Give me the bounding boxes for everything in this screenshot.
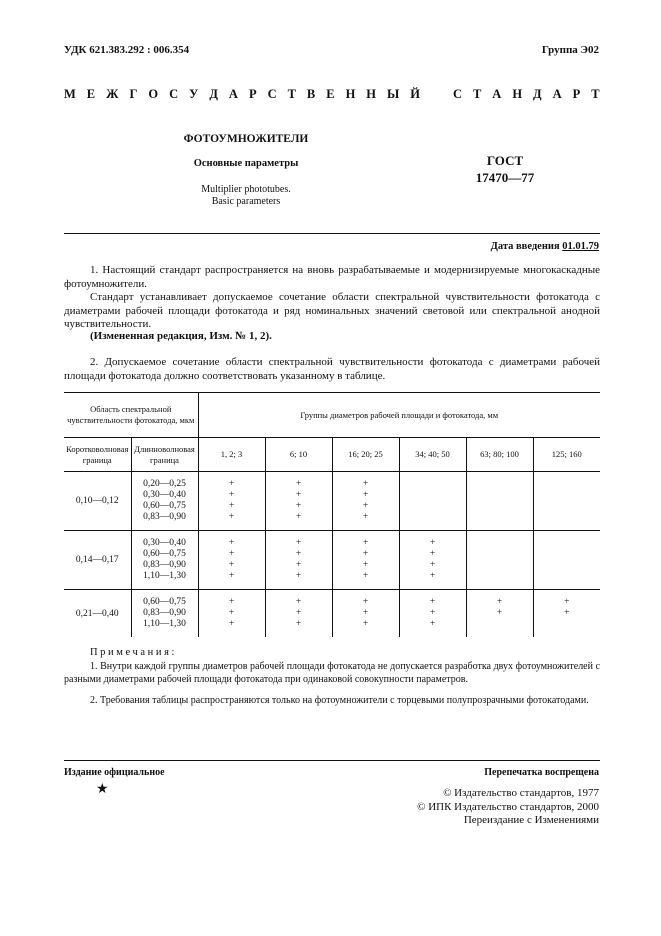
reissue-note: Переиздание с Изменениями: [463, 814, 599, 826]
banner-letter: Е: [326, 87, 335, 101]
group-mark-cell: [533, 590, 600, 638]
group-mark-cell: [399, 590, 466, 638]
long-boundary-value: 0,83—0,90: [143, 560, 186, 570]
compatibility-mark: +: [362, 538, 369, 548]
udk-code: УДК 621.383.292 : 006.354: [64, 44, 190, 56]
bottom-rule: [64, 760, 600, 761]
doc-subtitle: Основные параметры: [193, 158, 299, 169]
compatibility-mark: +: [362, 479, 369, 489]
compatibility-mark: +: [429, 608, 436, 618]
note-2: [64, 695, 600, 708]
group-mark-cell: [198, 531, 265, 590]
group-mark-cell: [466, 531, 533, 590]
header-long-boundary: Длинноволновая граница: [131, 438, 198, 472]
compatibility-mark: [534, 501, 601, 512]
compatibility-mark: +: [295, 538, 302, 548]
note-1-text: 1. Внутри каждой группы диаметров рабочей площади фотокатода не допускается разработка двух фотоумножителей с разными диаметрами рабочей площади фотокатода при одинаковой совокупности параметров.: [64, 661, 600, 685]
compatibility-mark: +: [362, 597, 369, 607]
short-boundary-cell: 0,14—0,17: [64, 531, 131, 590]
compatibility-mark: [467, 538, 533, 549]
intro-date-label: Дата введения: [490, 241, 560, 252]
compatibility-mark: +: [362, 512, 369, 522]
copyright-block: [417, 787, 599, 828]
banner-letter: Й: [410, 87, 420, 101]
english-line-1: Multiplier phototubes.: [201, 184, 291, 195]
long-boundary-value: 0,60—0,75: [143, 549, 186, 559]
compatibility-mark: [534, 512, 601, 523]
group-mark-cell: [332, 531, 399, 590]
long-boundary-value: 0,60—0,75: [143, 597, 186, 607]
compatibility-mark: +: [362, 571, 369, 581]
amendment-note: (Измененная редакция, Изм. № 1, 2).: [90, 330, 272, 342]
compatibility-mark: [400, 490, 466, 501]
banner-letter: С: [267, 87, 277, 101]
group-mark-cell: [533, 472, 600, 531]
compatibility-mark: +: [228, 512, 235, 522]
group-code: Группа Э02: [541, 44, 599, 56]
banner-letter: Г: [129, 87, 138, 101]
standard-banner: [64, 87, 600, 102]
doc-title: ФОТОУМНОЖИТЕЛИ: [183, 133, 309, 145]
compatibility-mark: +: [362, 608, 369, 618]
compatibility-mark: [467, 479, 533, 490]
compatibility-mark: +: [564, 597, 570, 607]
group-mark-cell: [198, 472, 265, 531]
header-group-3: 16; 20; 25: [332, 438, 399, 472]
banner-letter: В: [306, 87, 316, 101]
header-short-boundary: Коротковолновая граница: [64, 438, 131, 472]
notes-title: Примечания:: [90, 647, 178, 658]
compatibility-mark: +: [228, 501, 235, 511]
compatibility-mark: +: [496, 597, 503, 607]
group-mark-cell: [332, 590, 399, 638]
header-group-6: 125; 160: [533, 438, 600, 472]
compatibility-mark: +: [228, 608, 235, 618]
long-boundary-value: 0,20—0,25: [143, 479, 186, 489]
long-boundary-cell: [131, 531, 198, 590]
compatibility-mark: +: [228, 538, 235, 548]
group-mark-cell: [332, 472, 399, 531]
compatibility-mark: [534, 619, 601, 630]
short-boundary-cell: 0,10—0,12: [64, 472, 131, 531]
reprint-forbidden: Перепечатка воспрещена: [484, 767, 599, 778]
compatibility-mark: [467, 549, 533, 560]
banner-letter: А: [228, 87, 238, 101]
compatibility-mark: +: [362, 501, 369, 511]
compatibility-mark: +: [228, 571, 235, 581]
table-row: [64, 590, 600, 638]
compatibility-mark: +: [429, 597, 436, 607]
table-row: [64, 531, 600, 590]
banner-letter: О: [148, 87, 159, 101]
banner-letter: А: [492, 87, 502, 101]
compatibility-mark: +: [295, 608, 302, 618]
compatibility-mark: +: [228, 560, 235, 570]
compatibility-mark: +: [228, 549, 235, 559]
copyright-2000: © ИПК Издательство стандартов, 2000: [417, 800, 599, 813]
compatibility-mark: [534, 538, 601, 549]
compatibility-mark: +: [362, 490, 369, 500]
short-boundary-cell: 0,21—0,40: [64, 590, 131, 638]
banner-letter: Т: [591, 87, 600, 101]
group-mark-cell: [265, 531, 332, 590]
doc-title-english: [158, 184, 334, 208]
banner-letter: Ж: [106, 87, 119, 101]
compatibility-mark: [400, 512, 466, 523]
long-boundary-cell: [131, 472, 198, 531]
paragraph-2-text: Стандарт устанавливает допускаемое сочетание области спектральной чувствительности фотокатода с диаметрами рабочей площади фотокатода и ряд номинальных значений световой или спектральной анодной чувствительности.: [64, 291, 600, 330]
top-rule: [64, 233, 600, 234]
compatibility-mark: +: [228, 619, 235, 629]
banner-letter: М: [64, 87, 76, 101]
compatibility-mark: +: [295, 501, 302, 511]
banner-letter: С: [169, 87, 179, 101]
compatibility-mark: [400, 501, 466, 512]
compatibility-mark: [534, 490, 601, 501]
compatibility-mark: [534, 549, 601, 560]
group-mark-cell: [466, 590, 533, 638]
compatibility-mark: [467, 501, 533, 512]
paragraph-1: [64, 264, 600, 291]
long-boundary-value: 0,30—0,40: [143, 490, 186, 500]
header-diameter-groups: Группы диаметров рабочей площади и фотокатода, мм: [198, 392, 600, 438]
gost-code: 17470—77: [475, 170, 535, 185]
compatibility-mark: [467, 512, 533, 523]
compatibility-mark: +: [295, 549, 302, 559]
banner-letter: С: [452, 87, 462, 101]
long-boundary-value: 1,10—1,30: [143, 571, 186, 581]
header-group-2: 6; 10: [265, 438, 332, 472]
banner-letter: У: [189, 87, 199, 101]
gost-number: [455, 152, 555, 186]
banner-letter: Е: [86, 87, 96, 101]
compatibility-mark: +: [228, 490, 235, 500]
compatibility-mark: [534, 571, 601, 582]
banner-letter: Н: [345, 87, 356, 101]
compatibility-mark: +: [295, 560, 302, 570]
note-2-text: 2. Требования таблицы распространяются только на фотоумножители с торцевыми полупрозрачными фотокатодами.: [90, 695, 589, 706]
compatibility-mark: [467, 560, 533, 571]
compatibility-mark: +: [295, 512, 302, 522]
banner-letter: Д: [533, 87, 542, 101]
compatibility-mark: [467, 619, 533, 630]
compatibility-mark: +: [429, 619, 436, 629]
note-1: [64, 661, 600, 686]
gost-label: ГОСТ: [486, 153, 524, 168]
table-row: [64, 472, 600, 531]
compatibility-mark: +: [295, 490, 302, 500]
compatibility-mark: +: [295, 619, 302, 629]
compatibility-mark: +: [429, 549, 436, 559]
group-mark-cell: [466, 472, 533, 531]
paragraph-4-text: 2. Допускаемое сочетание области спектральной чувствительности фотокатода с диаметрами рабочей площади фотокатода должно соответствовать указанному в таблице.: [64, 356, 600, 382]
banner-letter: Ы: [387, 87, 400, 101]
long-boundary-value: 0,83—0,90: [143, 512, 186, 522]
parameters-table: [64, 392, 600, 637]
group-mark-cell: [533, 531, 600, 590]
compatibility-mark: +: [564, 608, 570, 618]
group-mark-cell: [198, 590, 265, 638]
banner-letter: Р: [248, 87, 257, 101]
header-spectral-region: Область спектральной чувствительности фотокатода, мкм: [64, 392, 198, 438]
compatibility-mark: +: [295, 479, 302, 489]
paragraph-3: [64, 330, 600, 344]
group-mark-cell: [265, 590, 332, 638]
compatibility-mark: +: [429, 571, 436, 581]
long-boundary-value: 1,10—1,30: [143, 619, 186, 629]
paragraph-4: [64, 356, 600, 383]
group-mark-cell: [399, 472, 466, 531]
compatibility-mark: +: [228, 597, 235, 607]
official-edition: Издание официальное: [64, 767, 165, 778]
paragraph-2: [64, 291, 600, 332]
long-boundary-value: 0,83—0,90: [143, 608, 186, 618]
group-mark-cell: [399, 531, 466, 590]
header-group-1: 1, 2; 3: [198, 438, 265, 472]
compatibility-mark: [467, 571, 533, 582]
compatibility-mark: +: [496, 608, 503, 618]
compatibility-mark: +: [362, 619, 369, 629]
intro-date: [491, 241, 599, 252]
compatibility-mark: +: [295, 571, 302, 581]
banner-letter: Т: [472, 87, 482, 101]
group-mark-cell: [265, 472, 332, 531]
compatibility-mark: [467, 490, 533, 501]
header-group-4: 34; 40; 50: [399, 438, 466, 472]
paragraph-1-text: 1. Настоящий стандарт распространяется на вновь разрабатываемые и модернизируемые многокаскадные фотоумножители.: [64, 264, 600, 290]
compatibility-mark: [534, 479, 601, 490]
copyright-1977: © Издательство стандартов, 1977: [443, 787, 599, 799]
intro-date-value: 01.01.79: [562, 241, 599, 252]
compatibility-mark: +: [362, 549, 369, 559]
compatibility-mark: [400, 479, 466, 490]
star-icon: ★: [96, 782, 109, 797]
compatibility-mark: +: [295, 597, 302, 607]
header-group-5: 63; 80; 100: [466, 438, 533, 472]
banner-letter: Н: [366, 87, 377, 101]
banner-letter: Д: [209, 87, 218, 101]
long-boundary-cell: [131, 590, 198, 638]
banner-letter: Н: [512, 87, 523, 101]
compatibility-mark: +: [362, 560, 369, 570]
long-boundary-value: 0,60—0,75: [143, 501, 186, 511]
banner-letter: Т: [287, 87, 296, 101]
long-boundary-value: 0,30—0,40: [143, 538, 186, 548]
english-line-2: Basic parameters: [211, 196, 281, 207]
compatibility-mark: +: [429, 538, 436, 548]
compatibility-mark: +: [429, 560, 436, 570]
compatibility-mark: +: [228, 479, 235, 489]
banner-letter: А: [552, 87, 562, 101]
banner-letter: Р: [572, 87, 581, 101]
compatibility-mark: [534, 560, 601, 571]
